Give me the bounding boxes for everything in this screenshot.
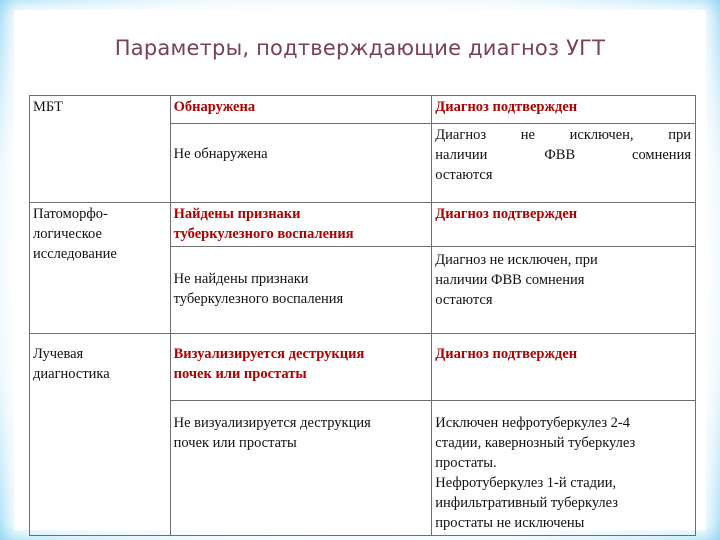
method-label: Патоморфо- (33, 206, 108, 222)
conclusion-line: остаются (435, 167, 493, 183)
table-row (30, 203, 696, 247)
conclusion-line: инфильтративный туберкулез (435, 495, 619, 511)
conclusion-cell (432, 96, 696, 124)
conclusion-line: наличии ФВВ сомнения (435, 147, 691, 163)
table-row (30, 96, 696, 124)
conclusion-line: Нефротуберкулез 1-й стадии, (435, 475, 617, 491)
method-label: логическое (33, 226, 102, 242)
positive-finding: почек или простаты (173, 366, 307, 382)
positive-finding: туберкулезного воспаления (173, 226, 354, 242)
negative-finding: Не визуализируется деструкция (173, 415, 371, 431)
finding-cell (170, 334, 432, 401)
method-label: исследование (33, 246, 117, 262)
negative-finding: Не найдены признаки (173, 271, 309, 287)
conclusion-line: стадии, кавернозный туберкулез (435, 435, 636, 451)
positive-conclusion: Диагноз подтвержден (435, 206, 578, 222)
conclusion-line: Диагноз не исключен, при (435, 127, 691, 143)
conclusion-line: простаты. (435, 455, 497, 471)
finding-cell (170, 203, 432, 247)
conclusion-cell (432, 334, 696, 401)
diagnosis-table (29, 95, 696, 536)
conclusion-line: простаты не исключены (435, 515, 585, 531)
positive-conclusion: Диагноз подтвержден (435, 99, 578, 115)
conclusion-line: Исключен нефротуберкулез 2-4 (435, 415, 630, 431)
finding-cell (170, 401, 432, 536)
conclusion-line: наличии ФВВ сомнения (435, 272, 585, 288)
positive-finding: Найдены признаки (173, 206, 301, 222)
conclusion-line: Диагноз не исключен, при (435, 252, 598, 268)
finding-cell (170, 96, 432, 124)
negative-finding: Не обнаружена (173, 146, 268, 162)
positive-finding: Визуализируется деструкция (173, 346, 365, 362)
conclusion-cell (432, 401, 696, 536)
finding-cell (170, 247, 432, 334)
negative-finding: туберкулезного воспаления (173, 291, 344, 307)
method-cell (30, 96, 171, 203)
positive-conclusion: Диагноз подтвержден (435, 346, 578, 362)
page-title: Параметры, подтверждающие диагноз УГТ (114, 36, 606, 60)
negative-finding: почек или простаты (173, 435, 297, 451)
conclusion-cell (432, 247, 696, 334)
conclusion-cell (432, 203, 696, 247)
table-row (30, 334, 696, 401)
method-label: МБТ (33, 99, 63, 115)
method-cell (30, 203, 171, 334)
conclusion-line: остаются (435, 292, 493, 308)
positive-finding: Обнаружена (173, 99, 256, 115)
method-label: Лучевая (33, 346, 84, 362)
conclusion-cell (432, 124, 696, 203)
method-cell (30, 334, 171, 536)
method-label: диагностика (33, 366, 110, 382)
finding-cell (170, 124, 432, 203)
